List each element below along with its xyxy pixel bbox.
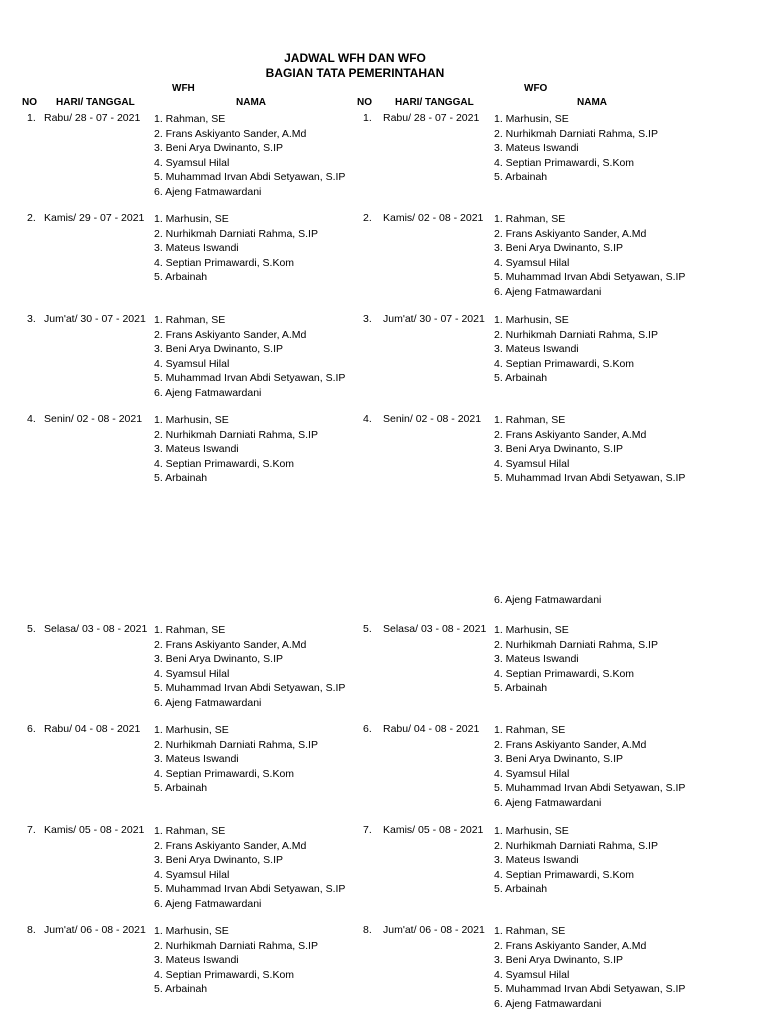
wfh-row-date: Jum'at/ 06 - 08 - 2021	[44, 924, 146, 936]
name-item: 6. Ajeng Fatmawardani	[154, 696, 262, 709]
wfo-row-no: 7.	[363, 824, 372, 836]
wfh-row-names	[154, 413, 318, 486]
name-item: 6. Ajeng Fatmawardani	[494, 997, 602, 1010]
wfo-col-no: NO	[357, 97, 372, 108]
wfo-orphan-line: 6. Ajeng Fatmawardani	[494, 594, 602, 606]
name-item: 4. Syamsul Hilal	[494, 457, 570, 470]
name-item: 1. Rahman, SE	[494, 414, 566, 426]
name-item: 4. Syamsul Hilal	[494, 968, 570, 981]
wfh-row-no: 6.	[27, 723, 36, 735]
name-item: 3. Beni Arya Dwinanto, S.IP	[154, 142, 283, 154]
name-item: 1. Marhusin, SE	[154, 414, 229, 426]
wfh-row-names	[154, 623, 345, 710]
name-item: 4. Syamsul Hilal	[154, 357, 230, 370]
name-item: 3. Beni Arya Dwinanto, S.IP	[494, 753, 623, 765]
wfo-col-date: HARI/ TANGGAL	[395, 97, 474, 108]
wfh-col-name: NAMA	[236, 97, 266, 108]
name-item: 4. Septian Primawardi, S.Kom	[154, 457, 295, 470]
name-item: 2. Nurhikmah Darniati Rahma, S.IP	[494, 328, 658, 341]
name-item: 1. Rahman, SE	[154, 624, 226, 636]
wfo-row-no: 3.	[363, 313, 372, 325]
wfo-row-names	[494, 723, 685, 810]
name-item: 2. Nurhikmah Darniati Rahma, S.IP	[494, 638, 658, 651]
name-item: 4. Septian Primawardi, S.Kom	[494, 868, 635, 881]
wfo-row-date: Senin/ 02 - 08 - 2021	[383, 413, 482, 425]
wfh-row-no: 7.	[27, 824, 36, 836]
name-item: 4. Septian Primawardi, S.Kom	[494, 667, 635, 680]
name-item: 6. Ajeng Fatmawardani	[494, 796, 602, 809]
name-item: 3. Beni Arya Dwinanto, S.IP	[494, 443, 623, 455]
wfo-row-names	[494, 112, 658, 185]
wfo-row-date: Jum'at/ 30 - 07 - 2021	[383, 313, 485, 325]
name-item: 6. Ajeng Fatmawardani	[154, 386, 262, 399]
name-item: 1. Marhusin, SE	[154, 925, 229, 937]
name-item: 5. Arbainah	[494, 171, 548, 183]
name-item: 4. Septian Primawardi, S.Kom	[154, 256, 295, 269]
name-item: 1. Rahman, SE	[494, 213, 566, 225]
name-item: 3. Mateus Iswandi	[154, 954, 239, 966]
name-item: 4. Septian Primawardi, S.Kom	[154, 968, 295, 981]
wfo-row-no: 1.	[363, 112, 372, 124]
name-item: 2. Nurhikmah Darniati Rahma, S.IP	[494, 127, 658, 140]
wfo-row-names	[494, 413, 685, 486]
name-item: 3. Mateus Iswandi	[154, 443, 239, 455]
wfh-row-date: Kamis/ 29 - 07 - 2021	[44, 212, 145, 224]
wfo-row-date: Kamis/ 02 - 08 - 2021	[383, 212, 484, 224]
wfo-row-date: Jum'at/ 06 - 08 - 2021	[383, 924, 485, 936]
name-item: 3. Beni Arya Dwinanto, S.IP	[494, 954, 623, 966]
wfo-row-no: 2.	[363, 212, 372, 224]
wfh-row-names	[154, 723, 318, 796]
name-item: 3. Beni Arya Dwinanto, S.IP	[494, 242, 623, 254]
wfh-row-no: 1.	[27, 112, 36, 124]
name-item: 3. Mateus Iswandi	[494, 343, 579, 355]
wfo-row-no: 5.	[363, 623, 372, 635]
wfh-row-names	[154, 924, 318, 997]
name-item: 2. Frans Askiyanto Sander, A.Md	[494, 227, 647, 240]
name-item: 1. Rahman, SE	[154, 314, 226, 326]
wfh-row-no: 2.	[27, 212, 36, 224]
name-item: 3. Beni Arya Dwinanto, S.IP	[154, 854, 283, 866]
wfh-row-no: 4.	[27, 413, 36, 425]
wfh-row-no: 3.	[27, 313, 36, 325]
name-item: 2. Frans Askiyanto Sander, A.Md	[494, 738, 647, 751]
document-title: JADWAL WFH DAN WFO	[284, 51, 426, 65]
name-item: 5. Arbainah	[494, 682, 548, 694]
wfo-row-date: Rabu/ 28 - 07 - 2021	[383, 112, 480, 124]
name-item: 5. Arbainah	[154, 983, 208, 995]
name-item: 5. Muhammad Irvan Abdi Setyawan, S.IP	[494, 782, 686, 794]
name-item: 3. Mateus Iswandi	[154, 753, 239, 765]
name-item: 1. Marhusin, SE	[154, 213, 229, 225]
name-item: 1. Marhusin, SE	[494, 624, 569, 636]
name-item: 2. Frans Askiyanto Sander, A.Md	[154, 328, 307, 341]
wfh-row-names	[154, 824, 345, 911]
name-item: 4. Septian Primawardi, S.Kom	[494, 357, 635, 370]
name-item: 4. Septian Primawardi, S.Kom	[154, 767, 295, 780]
wfh-row-no: 5.	[27, 623, 36, 635]
name-item: 5. Muhammad Irvan Abdi Setyawan, S.IP	[154, 171, 346, 183]
wfo-row-date: Rabu/ 04 - 08 - 2021	[383, 723, 480, 735]
name-item: 4. Syamsul Hilal	[154, 667, 230, 680]
name-item: 2. Frans Askiyanto Sander, A.Md	[154, 638, 307, 651]
name-item: 1. Marhusin, SE	[494, 825, 569, 837]
name-item: 2. Frans Askiyanto Sander, A.Md	[154, 839, 307, 852]
name-item: 3. Mateus Iswandi	[494, 854, 579, 866]
wfo-row-names	[494, 212, 685, 299]
wfh-row-names	[154, 212, 318, 285]
wfh-row-no: 8.	[27, 924, 36, 936]
name-item: 3. Mateus Iswandi	[494, 653, 579, 665]
wfo-row-names	[494, 824, 658, 897]
wfo-row-names	[494, 924, 685, 1011]
name-item: 4. Syamsul Hilal	[154, 868, 230, 881]
name-item: 3. Beni Arya Dwinanto, S.IP	[154, 653, 283, 665]
name-item: 5. Muhammad Irvan Abdi Setyawan, S.IP	[494, 472, 686, 484]
name-item: 2. Nurhikmah Darniati Rahma, S.IP	[154, 939, 318, 952]
wfh-row-date: Senin/ 02 - 08 - 2021	[44, 413, 143, 425]
name-item: 1. Marhusin, SE	[494, 314, 569, 326]
name-item: 5. Muhammad Irvan Abdi Setyawan, S.IP	[154, 372, 346, 384]
name-item: 2. Nurhikmah Darniati Rahma, S.IP	[154, 738, 318, 751]
wfh-row-date: Selasa/ 03 - 08 - 2021	[44, 623, 148, 635]
name-item: 6. Ajeng Fatmawardani	[494, 285, 602, 298]
wfh-col-date: HARI/ TANGGAL	[56, 97, 135, 108]
name-item: 2. Frans Askiyanto Sander, A.Md	[494, 428, 647, 441]
name-item: 4. Syamsul Hilal	[494, 256, 570, 269]
name-item: 5. Arbainah	[154, 271, 208, 283]
name-item: 1. Marhusin, SE	[154, 724, 229, 736]
name-item: 2. Nurhikmah Darniati Rahma, S.IP	[154, 428, 318, 441]
name-item: 1. Marhusin, SE	[494, 113, 569, 125]
name-item: 5. Muhammad Irvan Abdi Setyawan, S.IP	[154, 883, 346, 895]
name-item: 4. Syamsul Hilal	[494, 767, 570, 780]
document-subtitle: BAGIAN TATA PEMERINTAHAN	[265, 66, 445, 80]
name-item: 5. Arbainah	[494, 372, 548, 384]
wfh-row-names	[154, 313, 345, 400]
name-item: 2. Frans Askiyanto Sander, A.Md	[494, 939, 647, 952]
name-item: 5. Arbainah	[154, 782, 208, 794]
name-item: 1. Rahman, SE	[154, 825, 226, 837]
name-item: 2. Nurhikmah Darniati Rahma, S.IP	[154, 227, 318, 240]
name-item: 5. Muhammad Irvan Abdi Setyawan, S.IP	[494, 983, 686, 995]
name-item: 5. Arbainah	[494, 883, 548, 895]
wfh-section-heading: WFH	[172, 83, 195, 94]
wfh-col-no: NO	[22, 97, 37, 108]
name-item: 4. Syamsul Hilal	[154, 156, 230, 169]
wfo-row-names	[494, 623, 658, 696]
name-item: 1. Rahman, SE	[494, 925, 566, 937]
name-item: 3. Mateus Iswandi	[494, 142, 579, 154]
name-item: 1. Rahman, SE	[154, 113, 226, 125]
name-item: 2. Frans Askiyanto Sander, A.Md	[154, 127, 307, 140]
name-item: 6. Ajeng Fatmawardani	[154, 185, 262, 198]
wfh-row-date: Jum'at/ 30 - 07 - 2021	[44, 313, 146, 325]
wfh-row-date: Rabu/ 28 - 07 - 2021	[44, 112, 141, 124]
name-item: 5. Muhammad Irvan Abdi Setyawan, S.IP	[494, 271, 686, 283]
wfo-row-no: 6.	[363, 723, 372, 735]
name-item: 3. Mateus Iswandi	[154, 242, 239, 254]
wfo-row-no: 4.	[363, 413, 372, 425]
name-item: 4. Septian Primawardi, S.Kom	[494, 156, 635, 169]
wfh-row-date: Kamis/ 05 - 08 - 2021	[44, 824, 145, 836]
wfo-section-heading: WFO	[524, 83, 548, 94]
wfo-col-name: NAMA	[577, 97, 607, 108]
wfh-row-date: Rabu/ 04 - 08 - 2021	[44, 723, 141, 735]
name-item: 5. Muhammad Irvan Abdi Setyawan, S.IP	[154, 682, 346, 694]
wfo-row-date: Selasa/ 03 - 08 - 2021	[383, 623, 487, 635]
name-item: 2. Nurhikmah Darniati Rahma, S.IP	[494, 839, 658, 852]
wfo-row-names	[494, 313, 658, 386]
name-item: 3. Beni Arya Dwinanto, S.IP	[154, 343, 283, 355]
name-item: 6. Ajeng Fatmawardani	[154, 897, 262, 910]
name-item: 5. Arbainah	[154, 472, 208, 484]
name-item: 1. Rahman, SE	[494, 724, 566, 736]
wfo-row-date: Kamis/ 05 - 08 - 2021	[383, 824, 484, 836]
wfh-row-names	[154, 112, 345, 199]
wfo-row-no: 8.	[363, 924, 372, 936]
